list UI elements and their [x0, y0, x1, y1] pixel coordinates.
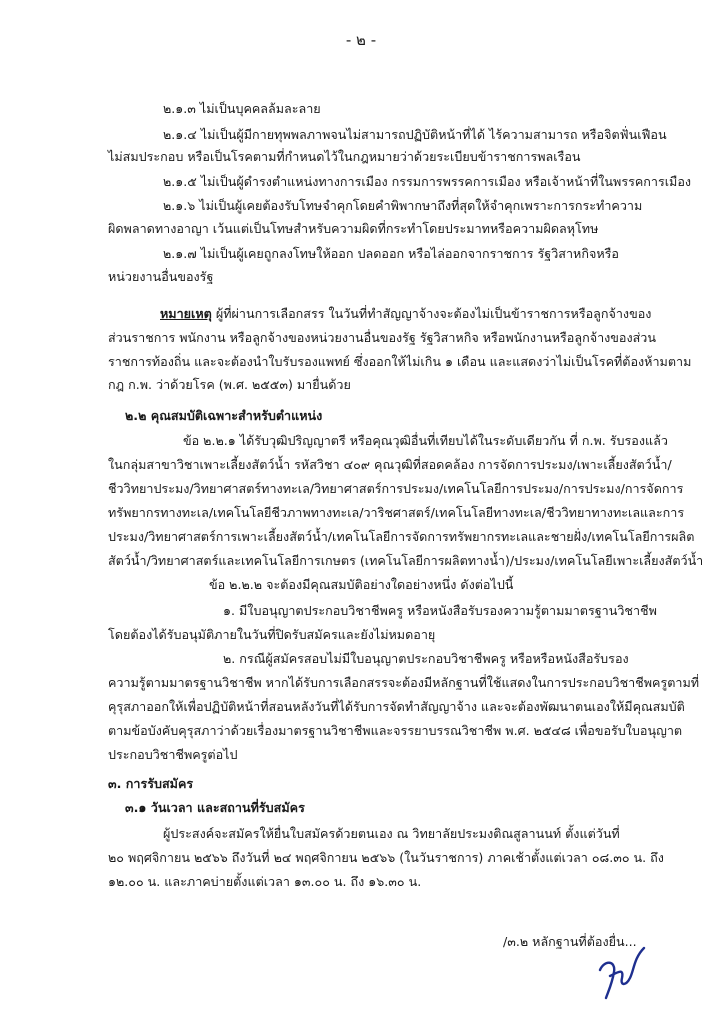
clause-2-2-1-cont: ชีววิทยาประมง/วิทยาศาสตร์ทางทะเล/วิทยาศาสตร์การประมง/เทคโนโลยีการประมง/การประมง/การจัดการ: [108, 481, 684, 496]
option-2-cont: ความรู้ตามมาตรฐานวิชาชีพ หากได้รับการเลือกสรรจะต้องมีหลักฐานที่ใช้แสดงในการประกอบวิชาชีพครูตามที่: [108, 675, 700, 690]
item-2-1-6: ๒.๑.๖ ไม่เป็นผู้เคยต้องรับโทษจำคุกโดยคำพิพากษาถึงที่สุดให้จำคุกเพราะการกระทำความ: [163, 198, 643, 213]
option-1-cont: โดยต้องได้รับอนุมัติภายในวันที่ปิดรับสมัครและยังไม่หมดอายุ: [108, 627, 436, 642]
option-2-cont: ประกอบวิชาชีพครูต่อไป: [108, 747, 238, 762]
item-2-1-6-cont: ผิดพลาดทางอาญา เว้นแต่เป็นโทษสำหรับความผิดที่กระทำโดยประมาทหรือความผิดลหุโทษ: [108, 221, 599, 236]
item-2-1-5: ๒.๑.๕ ไม่เป็นผู้ดำรงตำแหน่งทางการเมือง กรรมการพรรคการเมือง หรือเจ้าหน้าที่ในพรรคการเมือง: [163, 174, 692, 189]
clause-2-2-2: ข้อ ๒.๒.๒ จะต้องมีคุณสมบัติอย่างใดอย่างหนึ่ง ดังต่อไปนี้: [209, 577, 514, 592]
next-page-reference: /๓.๒ หลักฐานที่ต้องยื่น...: [503, 934, 637, 949]
note-label: หมายเหตุ: [160, 306, 212, 321]
note-first-line: [160, 306, 651, 322]
option-2-cont: คุรุสภาออกให้เพื่อปฏิบัติหน้าที่สอนหลังวันที่ได้รับการจัดทำสัญญาจ้าง และจะต้องพัฒนาตนเองให้มีคุณสมบัติ: [108, 699, 685, 714]
option-2: ๒. กรณีผู้สมัครสอบไม่มีใบอนุญาตประกอบวิชาชีพครู หรือหรือหนังสือรับรอง: [223, 651, 629, 666]
application-text-cont: ๑๒.๐๐ น. และภาคบ่ายตั้งแต่เวลา ๑๓.๐๐ น. ถึง ๑๖.๓๐ น.: [108, 874, 422, 889]
note-line: ส่วนราชการ พนักงาน หรือลูกจ้างของหน่วยงานอื่นของรัฐ รัฐวิสาหกิจ หรือพนักงานหรือลูกจ้างของส่วน: [108, 330, 656, 345]
section-3-title: ๓. การรับสมัคร: [108, 776, 194, 791]
option-2-cont: ตามข้อบังคับคุรุสภาว่าด้วยเรื่องมาตรฐานวิชาชีพและจรรยาบรรณวิชาชีพ พ.ศ. ๒๕๔๘ เพื่อขอรับใบอนุญาต: [108, 723, 683, 738]
clause-2-2-1-cont: ทรัพยากรทางทะเล/เทคโนโลยีชีวภาพทางทะเล/วาริชศาสตร์/เทคโนโลยีทางทะเล/ชีววิทยาทางทะเลและการ: [108, 505, 685, 520]
clause-2-2-1-cont: ประมง/วิทยาศาสตร์การเพาะเลี้ยงสัตว์น้ำ/เทคโนโลยีการจัดการทรัพยากรทะเลและชายฝั่ง/เทคโนโลยีการผลิต: [108, 529, 695, 544]
note-line: ราชการท้องถิ่น และจะต้องนำใบรับรองแพทย์ ซึ่งออกให้ไม่เกิน ๑ เดือน และแสดงว่าไม่เป็นโรคที่ต้องห้ามตาม: [108, 354, 692, 369]
option-1: ๑. มีใบอนุญาตประกอบวิชาชีพครู หรือหนังสือรับรองความรู้ตามมาตรฐานวิชาชีพ: [223, 603, 657, 618]
clause-2-2-1-cont: ในกลุ่มสาขาวิชาเพาะเลี้ยงสัตว์น้ำ รหัสวิชา ๔๐๙ คุณวุฒิที่สอดคล้อง การจัดการประมง/เพาะเลี้ยงสัตว์น้ำ/: [108, 457, 672, 472]
item-2-1-7-cont: หน่วยงานอื่นของรัฐ: [108, 269, 214, 284]
item-2-1-4: ๒.๑.๔ ไม่เป็นผู้มีกายทุพพลภาพจนไม่สามารถปฏิบัติหน้าที่ได้ ไร้ความสามารถ หรือจิตฟั่นเฟือน: [163, 127, 667, 142]
item-2-1-7: ๒.๑.๗ ไม่เป็นผู้เคยถูกลงโทษให้ออก ปลดออก หรือไล่ออกจากราชการ รัฐวิสาหกิจหรือ: [163, 246, 619, 261]
note-first-text: ผู้ที่ผ่านการเลือกสรร ในวันที่ทำสัญญาจ้างจะต้องไม่เป็นข้าราชการหรือลูกจ้างของ: [211, 306, 652, 321]
note-line: กฎ ก.พ. ว่าด้วยโรค (พ.ศ. ๒๕๕๓) มายื่นด้วย: [108, 377, 351, 392]
application-text-cont: ๒๐ พฤศจิกายน ๒๕๖๖ ถึงวันที่ ๒๔ พฤศจิกายน ๒๕๖๖ (ในวันราชการ) ภาคเช้าตั้งแต่เวลา ๐๘.๓๐ น. ถึง: [108, 850, 664, 865]
item-2-1-4-cont: ไม่สมประกอบ หรือเป็นโรคตามที่กำหนดไว้ในกฎหมายว่าด้วยระเบียบข้าราชการพลเรือน: [108, 149, 581, 164]
handwritten-signature: [590, 942, 650, 1002]
section-3-1-title: ๓.๑ วันเวลา และสถานที่รับสมัคร: [125, 800, 305, 815]
application-text: ผู้ประสงค์จะสมัครให้ยื่นใบสมัครด้วยตนเอง ณ วิทยาลัยประมงติณสูลานนท์ ตั้งแต่วันที่: [163, 826, 620, 841]
page-number: - ๒ -: [345, 31, 377, 49]
clause-2-2-1-cont: สัตว์น้ำ/วิทยาศาสตร์และเทคโนโลยีการเกษตร (เทคโนโลยีการผลิตทางน้ำ)/ประมง/เทคโนโลยีเพาะเลี้ยงสัตว์น้ำ: [108, 553, 704, 568]
section-2-2-title: ๒.๒ คุณสมบัติเฉพาะสำหรับตำแหน่ง: [125, 408, 323, 423]
item-2-1-3: ๒.๑.๓ ไม่เป็นบุคคลล้มละลาย: [163, 101, 321, 116]
clause-2-2-1: ข้อ ๒.๒.๑ ได้รับวุฒิปริญญาตรี หรือคุณวุฒิอื่นที่เทียบได้ในระดับเดียวกัน ที่ ก.พ. รับรองแล้ว: [183, 433, 668, 448]
